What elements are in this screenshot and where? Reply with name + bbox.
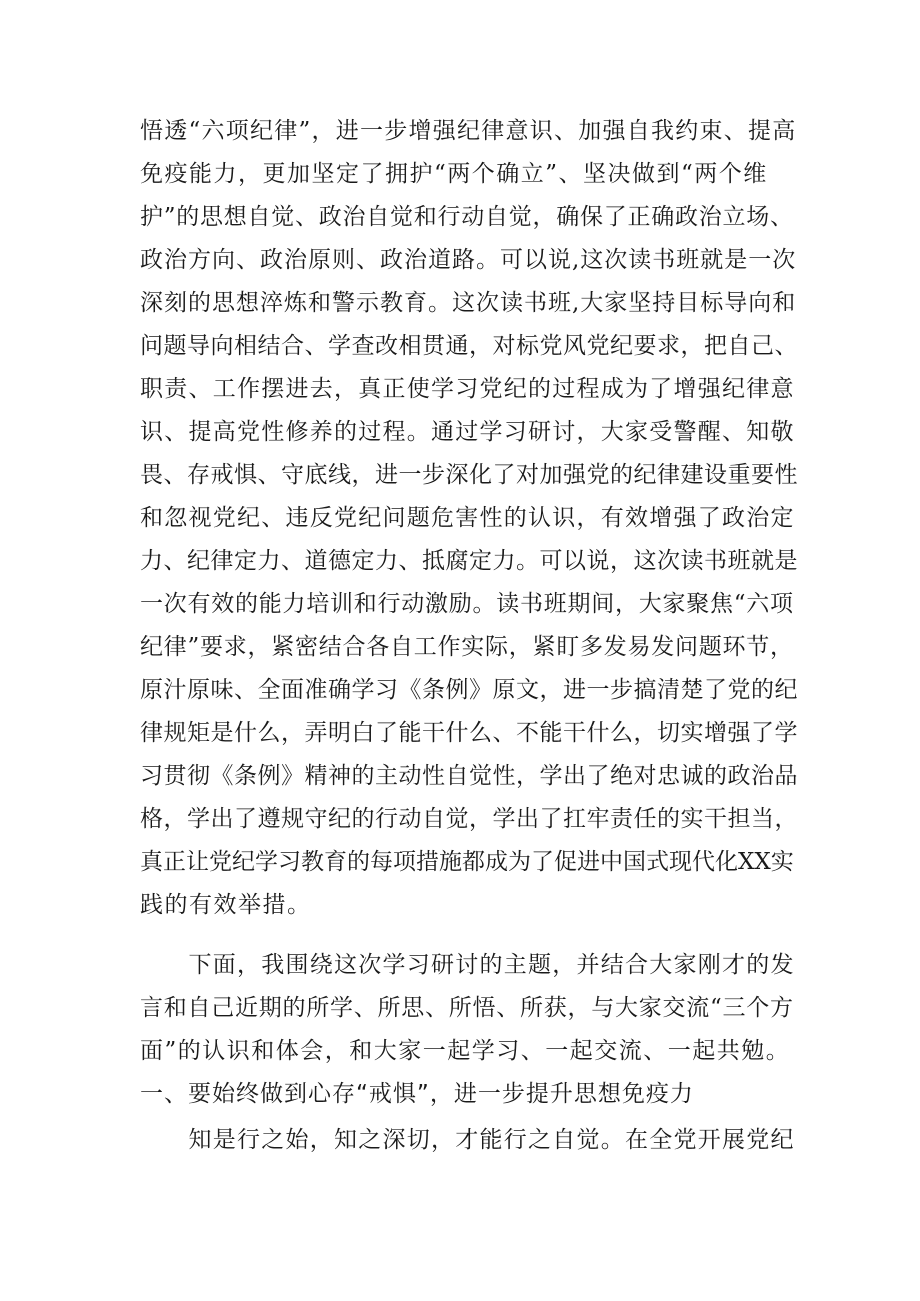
body-text-line: 识、提高党性修养的过程。通过学习研讨，大家受警醒、知敬 [140, 419, 795, 445]
body-text-line: 践的有效举措。 [140, 892, 312, 918]
body-text-line: 一次有效的能力培训和行动激励。读书班期间，大家聚焦“六项 [140, 591, 794, 617]
body-text-line: 律规矩是什么，弄明白了能干什么、不能干什么，切实增强了学 [140, 720, 798, 746]
body-text-line: 习贯彻《条例》精神的主动性自觉性，学出了绝对忠诚的政治品 [140, 763, 798, 789]
body-text-line: 纪律”要求，紧密结合各自工作实际，紧盯多发易发问题环节， [140, 634, 794, 660]
body-text-line: 格，学出了遵规守纪的行动自觉，学出了扛牢责任的实干担当， [140, 806, 798, 832]
body-text-line: 政治方向、政治原则、政治道路。可以说,这次读书班就是一次 [140, 247, 797, 273]
body-text-line: 和忽视党纪、违反党纪问题危害性的认识，有效增强了政治定 [140, 505, 795, 531]
body-text-line: 深刻的思想淬炼和警示教育。这次读书班,大家坚持目标导向和 [140, 290, 797, 316]
body-text-line: 职责、工作摆进去，真正使学习党纪的过程成为了增强纪律意 [140, 376, 795, 402]
paragraph-text-line: 下面，我围绕这次学习研讨的主题，并结合大家刚才的发 [140, 952, 795, 978]
paragraph-text-line: 面”的认识和体会，和大家一起学习、一起交流、一起共勉。 [140, 1038, 791, 1064]
body-text-line: 问题导向相结合、学查改相贯通，对标党风党纪要求，把自己、 [140, 333, 798, 359]
body-text-line: 免疫能力，更加坚定了拥护“两个确立”、坚决做到“两个维 [140, 161, 768, 187]
section-heading: 一、要始终做到心存“戒惧”，进一步提升思想免疫力 [140, 1081, 694, 1107]
body-text-line: 力、纪律定力、道德定力、抵腐定力。可以说，这次读书班就是 [140, 548, 798, 574]
body-text-line: 悟透“六项纪律”，进一步增强纪律意识、加强自我约束、提高 [140, 118, 797, 144]
body-text-line: 真正让党纪学习教育的每项措施都成为了促进中国式现代化XX实 [140, 849, 794, 875]
body-text-line: 原汁原味、全面准确学习《条例》原文，进一步搞清楚了党的纪 [140, 677, 798, 703]
paragraph-text-line: 知是行之始，知之深切，才能行之自觉。在全党开展党纪 [140, 1127, 795, 1153]
body-text-line: 护”的思想自觉、政治自觉和行动自觉，确保了正确政治立场、 [140, 204, 794, 230]
body-text-line: 畏、存戒惧、守底线，进一步深化了对加强党的纪律建设重要性 [140, 462, 798, 488]
paragraph-text-line: 言和自己近期的所学、所思、所悟、所获，与大家交流“三个方 [140, 995, 794, 1021]
